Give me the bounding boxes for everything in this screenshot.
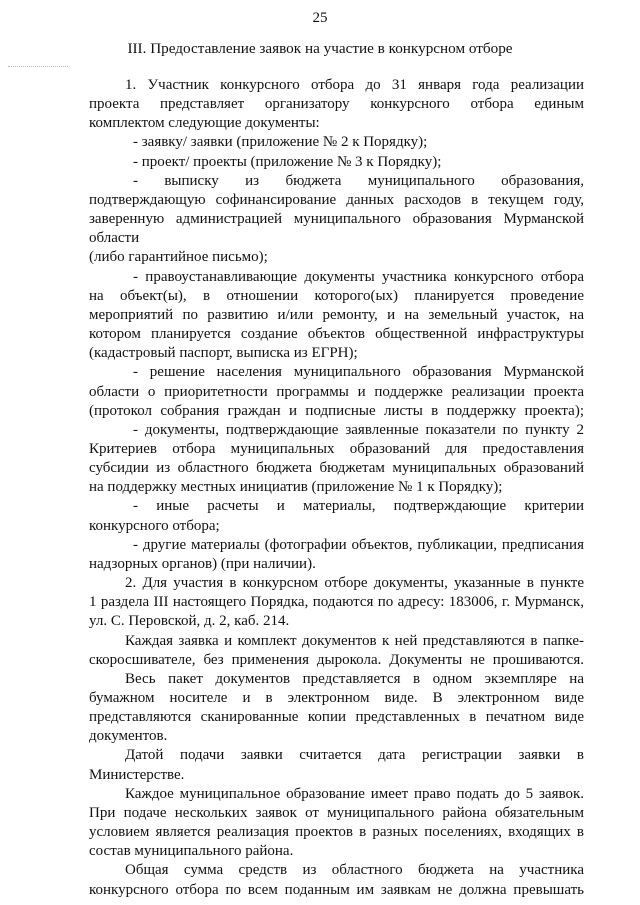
scan-artifact	[8, 66, 68, 69]
text-line: проекта представляет организатору конкурсного отбора единым	[89, 96, 584, 113]
text-line: - заявку/ заявки (приложение № 2 к Порядку);	[133, 134, 428, 151]
text-line: Общая сумма средств из областного бюджета на участника	[125, 862, 584, 879]
text-line: - правоустанавливающие документы участника конкурсного отбора	[133, 268, 584, 285]
text-line: - другие материалы (фотографии объектов, публикации, предписания	[133, 536, 584, 553]
text-line: При подаче нескольких заявок от муниципального района обязательным	[89, 804, 584, 821]
text-line: 2. Для участия в конкурсном отборе документы, указанные в пункте	[125, 575, 584, 592]
text-line: состав муниципального района.	[89, 843, 294, 860]
text-line: на объект(ы), в отношении которого(ых) планируется проведение	[89, 287, 584, 304]
text-line: документов.	[89, 728, 168, 745]
text-line: условием является реализация проектов в разных поселениях, входящих в	[89, 824, 584, 841]
text-line: 1. Участник конкурсного отбора до 31 января года реализации	[125, 77, 584, 93]
text-line: подтверждающую софинансирование данных расходов в текущем году,	[89, 191, 584, 208]
text-line: Министерстве.	[89, 766, 185, 783]
text-line: области	[89, 230, 140, 247]
text-line: надзорных органов) (при наличии).	[89, 555, 316, 572]
text-line: комплектом следующие документы:	[89, 115, 320, 132]
text-line: Каждая заявка и комплект документов к ней представляются в папке-	[125, 632, 584, 649]
text-line: субсидии из областного бюджета бюджетам муниципальных образований	[89, 460, 584, 477]
text-line: бумажном носителе и в электронном виде. В электронном виде	[89, 690, 584, 706]
text-line: (кадастровый паспорт, выписка из ЕГРН);	[89, 345, 358, 362]
text-line: котором планируется создание объектов общественной инфраструктуры	[89, 326, 584, 343]
text-line: Датой подачи заявки считается дата регистрации заявки в	[125, 747, 584, 764]
text-line: конкурсного отбора;	[89, 517, 220, 534]
text-line: - проект/ проекты (приложение № 3 к Порядку);	[133, 153, 442, 170]
text-line: 1 раздела III настоящего Порядка, подаются по адресу: 183006, г. Мурманск,	[89, 594, 584, 611]
text-line: - решение населения муниципального образования Мурманской	[133, 364, 584, 381]
text-line: - документы, подтверждающие заявленные показатели по пункту 2	[133, 421, 584, 438]
text-line: мероприятий по развитию и/или ремонту, и на земельный участок, на	[89, 306, 584, 323]
section-title: III. Предоставление заявок на участие в конкурсном отборе	[127, 40, 513, 57]
text-line: Весь пакет документов представляется в одном экземпляре на	[125, 670, 584, 687]
text-line: (либо гарантийное письмо);	[89, 249, 268, 266]
text-line: скоросшивателе, без применения дырокола. Документы не прошиваются.	[89, 651, 584, 668]
text-line: заверенную администрацией муниципального образования Мурманской	[89, 211, 584, 228]
text-line: - выписку из бюджета муниципального образования,	[133, 172, 584, 189]
text-line: ул. С. Перовской, д. 2, каб. 214.	[89, 613, 290, 630]
text-line: конкурсного отбора по всем поданным им заявкам не должна превышать	[89, 881, 584, 898]
document-body	[89, 76, 584, 900]
page-number: 25	[312, 10, 328, 26]
text-line: области о приоритетности программы и поддержке реализации проекта	[89, 383, 584, 400]
text-line: представляются сканированные копии представленных в печатном виде	[89, 709, 584, 726]
text-line: Критериев отбора муниципальных образований для предоставления	[89, 440, 584, 457]
text-line: - иные расчеты и материалы, подтверждающие критерии	[133, 498, 584, 515]
text-line: Каждое муниципальное образование имеет право подать до 5 заявок.	[125, 785, 584, 802]
text-line: на поддержку местных инициатив (приложение № 1 к Порядку);	[89, 479, 503, 496]
text-line: (протокол собрания граждан и подписные листы в поддержку проекта);	[89, 402, 584, 419]
